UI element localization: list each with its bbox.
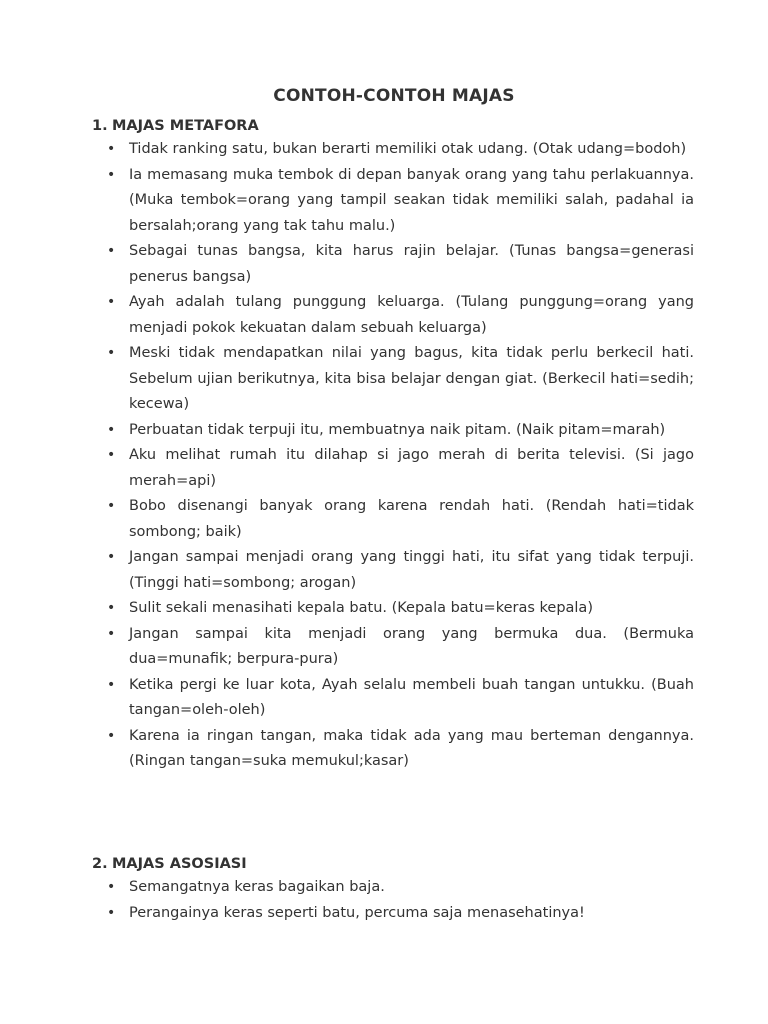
example-list xyxy=(92,137,694,775)
document-title: CONTOH-CONTOH MAJAS xyxy=(273,86,515,106)
section-majas-metafora xyxy=(92,115,694,775)
example-list xyxy=(92,875,694,926)
list-item: • Ia memasang muka tembok di depan banyak orang yang tahu perlakuannya. (Muka tembok=orang yang tampil seakan tidak memiliki salah, padahal ia bersalah;orang yang tak tahu malu.) xyxy=(129,163,694,240)
list-item: • Sebagai tunas bangsa, kita harus rajin belajar. (Tunas bangsa=generasi penerus bangsa) xyxy=(129,239,694,290)
list-item: • Sulit sekali menasihati kepala batu. (Kepala batu=keras kepala) xyxy=(129,596,694,622)
list-item: • Ketika pergi ke luar kota, Ayah selalu membeli buah tangan untukku. (Buah tangan=oleh-oleh) xyxy=(129,673,694,724)
list-item: • Semangatnya keras bagaikan baja. xyxy=(129,875,694,901)
section-title: MAJAS METAFORA xyxy=(112,118,259,134)
list-item: • Ayah adalah tulang punggung keluarga. (Tulang punggung=orang yang menjadi pokok kekuatan dalam sebuah keluarga) xyxy=(129,290,694,341)
list-item: • Perbuatan tidak terpuji itu, membuatnya naik pitam. (Naik pitam=marah) xyxy=(129,418,694,444)
list-item: • Meski tidak mendapatkan nilai yang bagus, kita tidak perlu berkecil hati. Sebelum ujian berikutnya, kita bisa belajar dengan giat. (Berkecil hati=sedih; kecewa) xyxy=(129,341,694,418)
section-number: 2. xyxy=(92,856,108,872)
section-title: MAJAS ASOSIASI xyxy=(112,856,247,872)
section-heading xyxy=(92,853,694,875)
list-item: • Aku melihat rumah itu dilahap si jago merah di berita televisi. (Si jago merah=api) xyxy=(129,443,694,494)
list-item: • Jangan sampai kita menjadi orang yang bermuka dua. (Bermuka dua=munafik; berpura-pura) xyxy=(129,622,694,673)
list-item: • Karena ia ringan tangan, maka tidak ada yang mau berteman dengannya. (Ringan tangan=suka memukul;kasar) xyxy=(129,724,694,775)
section-number: 1. xyxy=(92,118,108,134)
section-majas-asosiasi xyxy=(92,853,694,926)
list-item: • Jangan sampai menjadi orang yang tinggi hati, itu sifat yang tidak terpuji. (Tinggi hati=sombong; arogan) xyxy=(129,545,694,596)
section-heading xyxy=(92,115,694,137)
list-item: • Tidak ranking satu, bukan berarti memiliki otak udang. (Otak udang=bodoh) xyxy=(129,137,694,163)
list-item: • Bobo disenangi banyak orang karena rendah hati. (Rendah hati=tidak sombong; baik) xyxy=(129,494,694,545)
list-item: • Perangainya keras seperti batu, percuma saja menasehatinya! xyxy=(129,901,694,927)
